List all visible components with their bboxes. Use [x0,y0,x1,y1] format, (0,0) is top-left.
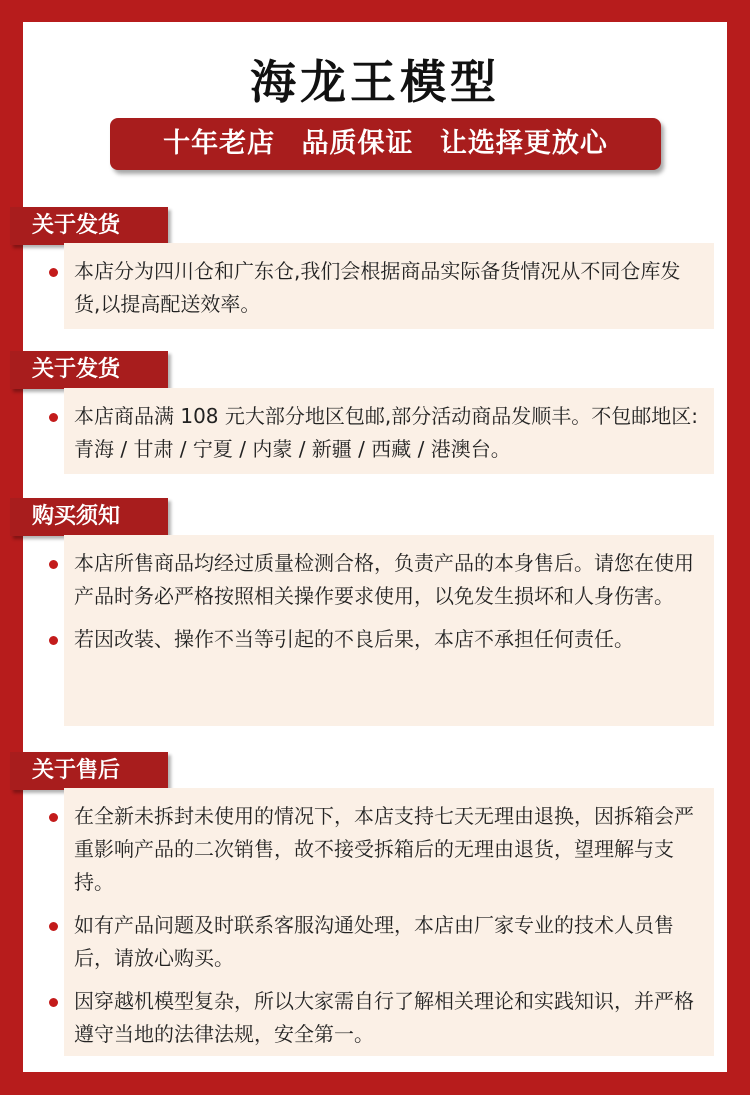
section-box-shipping [64,243,714,329]
section-heading-shipping: 关于发货 [10,207,168,245]
section-box-after-sales [64,788,714,1056]
section-heading-shipping-fee: 关于发货 [10,351,168,389]
list-item [74,400,700,466]
list-item [74,985,700,1051]
item-text: 本店所售商品均经过质量检测合格，负责产品的本身售后。请您在使用产品时务必严格按照相关操作要求使用，以免发生损坏和人身伤害。 [74,551,694,608]
item-text: 本店商品满 108 元大部分地区包邮,部分活动商品发顺丰。不包邮地区: 青海 / 甘肃 / 宁夏 / 内蒙 / 新疆 / 西藏 / 港澳台。 [74,404,698,461]
list-item [74,800,700,899]
store-title: 海龙王模型 [250,55,500,109]
bullet-dot-icon [49,636,58,645]
section-heading-after-sales: 关于售后 [10,752,168,790]
bullet-dot-icon [49,560,58,569]
bullet-dot-icon [49,413,58,422]
slogan-banner: 十年老店 品质保证 让选择更放心 [110,118,661,170]
item-text: 因穿越机模型复杂，所以大家需自行了解相关理论和实践知识，并严格遵守当地的法律法规，安全第一。 [74,989,694,1046]
bullet-dot-icon [49,813,58,822]
section-box-purchase-notice [64,535,714,726]
section-box-shipping-fee [64,388,714,474]
section-heading-purchase-notice: 购买须知 [10,498,168,536]
bullet-dot-icon [49,998,58,1007]
list-item [74,623,700,656]
item-text: 若因改装、操作不当等引起的不良后果，本店不承担任何责任。 [74,627,634,651]
list-item [74,547,700,613]
item-text: 在全新未拆封未使用的情况下，本店支持七天无理由退换，因拆箱会严重影响产品的二次销售，故不接受拆箱后的无理由退货，望理解与支持。 [74,804,694,894]
bullet-dot-icon [49,922,58,931]
list-item [74,255,700,321]
list-item [74,909,700,975]
item-text: 如有产品问题及时联系客服沟通处理，本店由厂家专业的技术人员售后，请放心购买。 [74,913,674,970]
item-text: 本店分为四川仓和广东仓,我们会根据商品实际备货情况从不同仓库发货,以提高配送效率。 [74,259,681,316]
bullet-dot-icon [49,268,58,277]
